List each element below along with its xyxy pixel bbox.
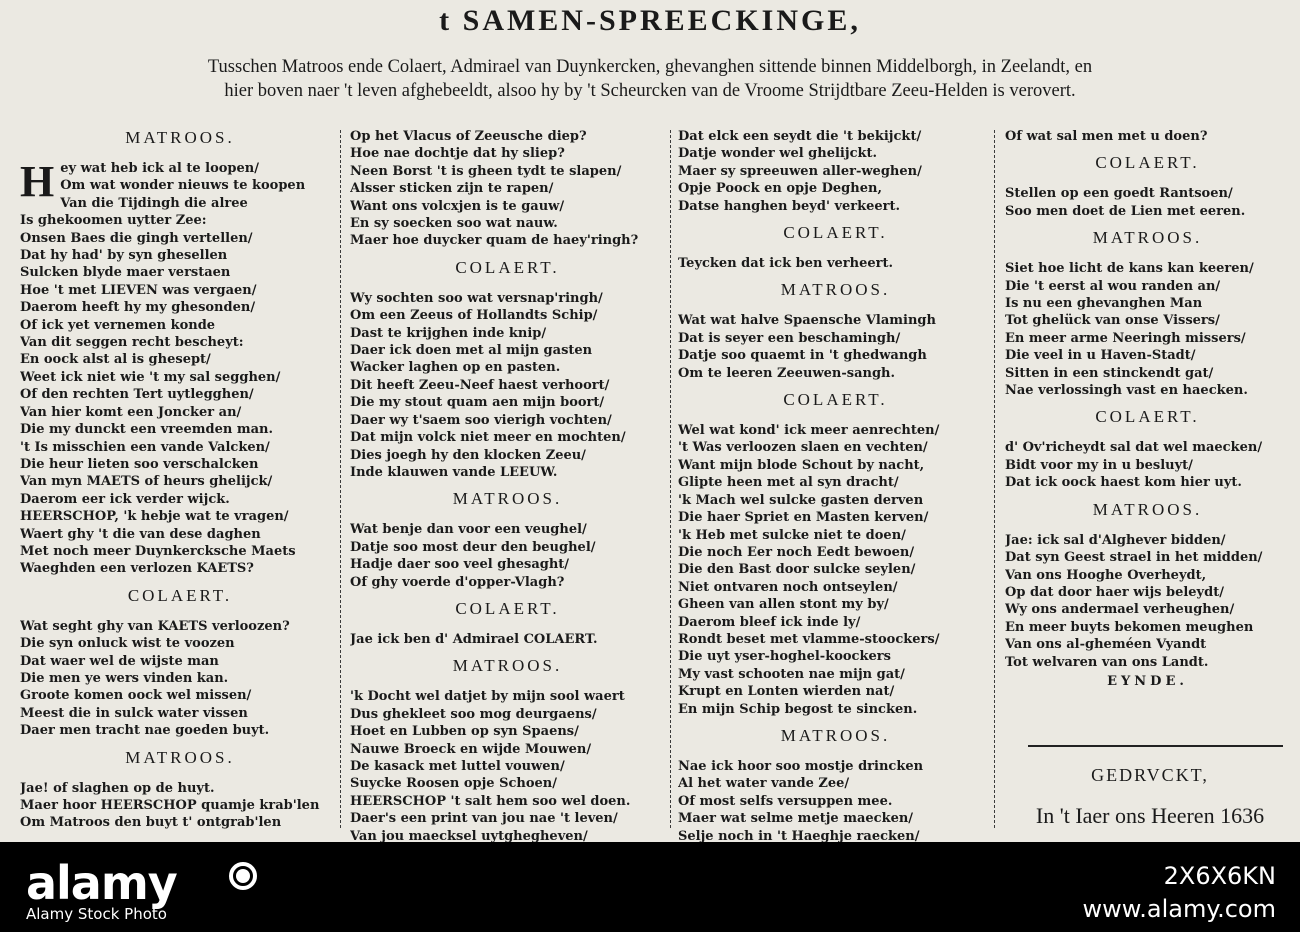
verse-line: Die syn onluck wist te voozen xyxy=(20,636,235,652)
verse-line: En mijn Schip begost te sincken. xyxy=(678,701,918,717)
verse-line: En meer arme Neeringh missers/ xyxy=(1005,330,1246,346)
verse-line: Daerom eer ick verder wijck. xyxy=(20,491,230,507)
verse-line: Die men ye wers vinden kan. xyxy=(20,670,229,686)
verse-line: Waert ghy 't die van dese daghen xyxy=(20,526,261,542)
verse-line: Daerom heeft hy my ghesonden/ xyxy=(20,300,256,316)
verse-line: Jae: ick sal d'Alghever bidden/ xyxy=(1005,532,1226,548)
verse-line: Niet ontvaren noch ontseylen/ xyxy=(678,579,898,595)
verse-line: Maer hoor HEERSCHOP quamje krab'len xyxy=(20,798,320,813)
verse-line: Siet hoe licht de kans kan keeren/ xyxy=(1005,261,1254,277)
verse-line: Neen Borst 't is gheen tydt te slapen/ xyxy=(350,163,622,179)
verse-line: Dit heeft Zeeu-Neef haest verhoort/ xyxy=(350,377,610,393)
verse-line: Of ghy voerde d'opper-Vlagh? xyxy=(350,574,565,590)
verse-line: Teycken dat ick ben verheert. xyxy=(678,256,893,272)
verse-line: Op het Vlacus of Zeeusche diep? xyxy=(350,129,587,144)
verse-line: Krupt en Lonten wierden nat/ xyxy=(678,684,895,700)
verse-line: En sy soecken soo wat nauw. xyxy=(350,216,558,232)
brand-logo: alamy xyxy=(26,856,177,910)
verse-line: Wy ons andermael verheughen/ xyxy=(1005,602,1235,618)
verse-line: Daer's een print van jou nae 't leven/ xyxy=(350,811,618,827)
verse-line: Gheen van allen stont my by/ xyxy=(678,597,889,613)
verse-line: Die 't eerst al wou randen an/ xyxy=(1005,278,1221,294)
speaker-heading: MATROOS. xyxy=(452,489,563,509)
speaker-heading: MATROOS. xyxy=(125,128,235,147)
verse-line: Die my dunckt een vreemden man. xyxy=(20,422,274,438)
verse-line: Groote komen oock wel missen/ xyxy=(20,688,252,704)
verse-line: Soo men doet de Lien met eeren. xyxy=(1005,203,1246,219)
verse-line: d' Ov'richeydt sal dat wel maecken/ xyxy=(1005,440,1263,456)
verse-line: Onsen Baes die gingh vertellen/ xyxy=(20,230,253,246)
verse-line: Van die Tijdingh die alree xyxy=(60,195,248,211)
verse-line: Van dit seggen recht bescheyt: xyxy=(20,335,244,351)
stock-caption: Alamy Stock Photo xyxy=(26,905,167,923)
verse-line: Dat ick oock haest kom hier uyt. xyxy=(1005,475,1242,491)
site-url: www.alamy.com xyxy=(1082,895,1276,923)
verse-line: Is ghekoomen uytter Zee: xyxy=(20,213,207,229)
verse-line: En meer buyts bekomen meughen xyxy=(1005,619,1254,635)
verse-line: Datse hanghen beyd' verkeert. xyxy=(678,198,901,214)
speaker-heading: MATROOS. xyxy=(125,747,235,767)
verse-line: 'k Mach wel sulcke gasten derven xyxy=(678,492,924,508)
verse-line: Maer sy spreeuwen aller-weghen/ xyxy=(678,163,922,179)
column-divider xyxy=(340,130,341,828)
verse-line: Sulcken blyde maer verstaen xyxy=(20,265,231,281)
verse-line: Al het water vande Zee/ xyxy=(678,776,850,792)
verse-line: Dat elck een seydt die 't bekijckt/ xyxy=(678,129,922,144)
verse-line: Maer hoe duycker quam de haey'ringh? xyxy=(350,233,639,249)
verse-line: Of wat sal men met u doen? xyxy=(1005,129,1208,144)
verse-line: Dat waer wel de wijste man xyxy=(20,653,219,669)
verse-line: 'k Docht wel datjet by mijn sool waert xyxy=(350,689,625,705)
verse-line: Alsser sticken zijn te rapen/ xyxy=(350,181,554,197)
verse-line: Stellen op een goedt Rantsoen/ xyxy=(1005,186,1233,202)
verse-line: Datje soo quaemt in 't ghedwangh xyxy=(678,348,927,364)
verse-line: Om wat wonder nieuws te koopen xyxy=(60,178,306,194)
verse-line: Om te leeren Zeeuwen-sangh. xyxy=(678,365,896,381)
verse-line: Weet ick niet wie 't my sal segghen/ xyxy=(20,369,281,385)
verse-line: Hoet en Lubben op syn Spaens/ xyxy=(350,724,579,740)
speaker-heading: MATROOS. xyxy=(780,280,891,300)
verse-line: Die veel in u Haven-Stadt/ xyxy=(1005,348,1196,364)
verse-line: My vast schooten nae mijn gat/ xyxy=(678,666,905,682)
logo-mark-dot xyxy=(236,869,250,883)
speaker-heading: COLAERT. xyxy=(455,598,560,618)
verse-line: HEERSCHOP, 'k hebje wat te vragen/ xyxy=(20,509,289,525)
verse-line: Om Matroos den buyt t' ontgrab'len xyxy=(20,815,282,831)
verse-line: Dat is seyer een beschamingh/ xyxy=(678,330,901,346)
verse-line: En oock alst al is ghesept/ xyxy=(20,352,211,368)
speaker-heading: MATROOS. xyxy=(1092,228,1203,248)
verse-line: Dat mijn volck niet meer en mochten/ xyxy=(350,430,626,446)
verse-line: Wacker laghen op en pasten. xyxy=(350,360,561,376)
verse-line: Opje Poock en opje Deghen, xyxy=(678,181,882,197)
verse-line: HEERSCHOP 't salt hem soo wel doen. xyxy=(350,793,631,809)
verse-line: Dast te krijghen inde knip/ xyxy=(350,325,547,341)
verse-line: Die haer Spriet en Masten kerven/ xyxy=(678,510,929,526)
verse-line: Dus ghekleet soo mog deurgaens/ xyxy=(350,706,597,722)
verse-line: Is nu een ghevanghen Man xyxy=(1005,296,1203,312)
speaker-heading: MATROOS. xyxy=(780,725,891,745)
image-id: 2X6X6KN xyxy=(1163,862,1276,890)
verse-line: Selje noch in 't Haeghje raecken/ xyxy=(678,828,920,842)
verse-line: Die my stout quam aen mijn boort/ xyxy=(350,395,605,411)
verse-line: Sitten in een stinckendt gat/ xyxy=(1005,365,1214,381)
verse-line: De kasack met luttel vouwen/ xyxy=(350,758,565,774)
verse-line: Nauwe Broeck en wijde Mouwen/ xyxy=(350,741,592,757)
column-divider xyxy=(670,130,671,828)
speaker-heading: COLAERT. xyxy=(783,390,888,410)
verse-line: Datje wonder wel ghelijckt. xyxy=(678,146,878,162)
verse-line: Die uyt yser-hoghel-koockers xyxy=(678,649,891,665)
verse-line: Van hier komt een Joncker an/ xyxy=(20,404,242,420)
text-column-1 xyxy=(20,128,340,832)
verse-line: Jae! of slaghen op de huyt. xyxy=(20,780,215,796)
verse-line: Waeghden een verlozen KAETS? xyxy=(20,561,254,577)
speaker-heading: MATROOS. xyxy=(452,656,563,676)
publication-year: In 't Iaer ons Heeren 1636 xyxy=(1035,803,1265,828)
verse-line: Die noch Eer noch Eedt bewoen/ xyxy=(678,544,915,560)
verse-line: 'k Heb met sulcke niet te doen/ xyxy=(678,527,906,543)
speaker-heading: COLAERT. xyxy=(1095,153,1200,173)
verse-line: Jae ick ben d' Admirael COLAERT. xyxy=(350,631,598,647)
drop-cap: H xyxy=(20,157,55,206)
verse-line: Van jou maecksel uytghegheven/ xyxy=(350,828,588,842)
column-divider xyxy=(994,130,995,828)
verse-line: Suycke Roosen opje Schoen/ xyxy=(350,776,557,792)
speaker-heading: COLAERT. xyxy=(455,257,560,277)
verse-line: Inde klauwen vande LEEUW. xyxy=(350,464,558,480)
verse-line: Want mijn blode Schout by nacht, xyxy=(678,457,925,473)
verse-line: Hoe nae dochtje dat hy sliep? xyxy=(350,146,565,162)
verse-line: Of den rechten Tert uytlegghen/ xyxy=(20,387,254,403)
divider-line xyxy=(1028,745,1283,747)
verse-line: Dies joegh hy den klocken Zeeu/ xyxy=(350,447,586,463)
verse-line: Wel wat kond' ick meer aenrechten/ xyxy=(678,423,940,439)
verse-line: Met noch meer Duynkercksche Maets xyxy=(20,543,296,559)
speaker-heading: COLAERT. xyxy=(1095,407,1200,427)
verse-line: Van ons Hooghe Overheydt, xyxy=(1005,567,1207,583)
text-column-3 xyxy=(678,128,993,842)
subtitle-line: hier boven naer 't leven afghebeeldt, alsoo hy by 't Scheurcken van de Vroome Strijdtbare Zeeu-Helden is verovert. xyxy=(224,81,1076,101)
verse-line: Wat benje dan voor een veughel/ xyxy=(350,522,587,538)
verse-line: Datje soo most deur den beughel/ xyxy=(350,539,596,555)
verse-line: Glipte heen met al syn dracht/ xyxy=(678,475,899,491)
verse-line: Dat hy had' by syn ghesellen xyxy=(20,248,228,264)
text-column-2 xyxy=(350,128,665,842)
verse-line: Tot ghelück van onse Vissers/ xyxy=(1005,313,1220,329)
verse-line: Daer men tracht nae goeden buyt. xyxy=(20,723,270,739)
verse-line: Wat wat halve Spaensche Vlamingh xyxy=(678,313,936,329)
verse-line: Of ick yet vernemen konde xyxy=(20,317,216,333)
verse-line: Van ons al-gheméen Vyandt xyxy=(1005,637,1207,653)
verse-line: Hadje daer soo veel ghesaght/ xyxy=(350,557,570,573)
verse-line: Van myn MAETS of heurs ghelijck/ xyxy=(20,474,273,490)
verse-line: Meest die in sulck water vissen xyxy=(20,705,248,721)
verse-line: Tot welvaren van ons Landt. xyxy=(1005,654,1209,670)
speaker-heading: COLAERT. xyxy=(127,585,233,605)
verse-line: Daerom bleef ick inde ly/ xyxy=(678,614,861,630)
verse-line: Op dat door haer wijs beleydt/ xyxy=(1005,584,1224,600)
verse-line: 't Is misschien een vande Valcken/ xyxy=(20,439,270,455)
verse-line: Die den Bast door sulcke seylen/ xyxy=(678,562,916,578)
page-title: t SAMEN-SPREECKINGE, xyxy=(439,4,861,37)
verse-line: 't Was verloozen slaen en vechten/ xyxy=(678,440,928,456)
verse-line: Nae ick hoor soo mostje drincken xyxy=(678,758,924,774)
text-column-4 xyxy=(1005,128,1290,690)
verse-line: Wy sochten soo wat versnap'ringh/ xyxy=(350,290,603,306)
verse-line: Daer ick doen met al mijn gasten xyxy=(350,343,593,359)
verse-line: Hoe 't met LIEVEN was vergaen/ xyxy=(20,282,257,298)
speaker-heading: MATROOS. xyxy=(1092,499,1203,519)
verse-line-text: ey wat heb ick al te loopen/ xyxy=(60,161,259,176)
verse-line: Om een Zeeus of Hollandts Schip/ xyxy=(350,308,598,324)
verse-line: Die heur lieten soo verschalcken xyxy=(20,456,259,472)
verse-line: Bidt voor my in u besluyt/ xyxy=(1005,457,1193,473)
verse-line: Daer wy t'saem soo vierigh vochten/ xyxy=(350,412,612,428)
verse-line: Want ons volcxjen is te gauw/ xyxy=(350,198,565,214)
subtitle xyxy=(14,55,1286,103)
verse-line: Nae verlossingh vast en haecken. xyxy=(1005,383,1248,399)
subtitle-line: Tusschen Matroos ende Colaert, Admirael van Duynkercken, ghevanghen sittende binnen Middelborgh, in Zeelandt, en xyxy=(207,57,1093,77)
verse-line: Of most selfs versuppen mee. xyxy=(678,793,893,809)
verse-line: Maer wat selme metje maecken/ xyxy=(678,811,914,827)
speaker-heading: COLAERT. xyxy=(783,223,888,243)
verse-line: Dat syn Geest strael in het midden/ xyxy=(1005,550,1263,566)
verse-line: Wat seght ghy van KAETS verloozen? xyxy=(20,618,290,634)
printer-label: GEDRVCKT, xyxy=(1091,765,1209,785)
verse-line: Rondt beset met vlamme-stoockers/ xyxy=(678,631,940,647)
end-mark: EYNDE. xyxy=(1107,673,1188,689)
